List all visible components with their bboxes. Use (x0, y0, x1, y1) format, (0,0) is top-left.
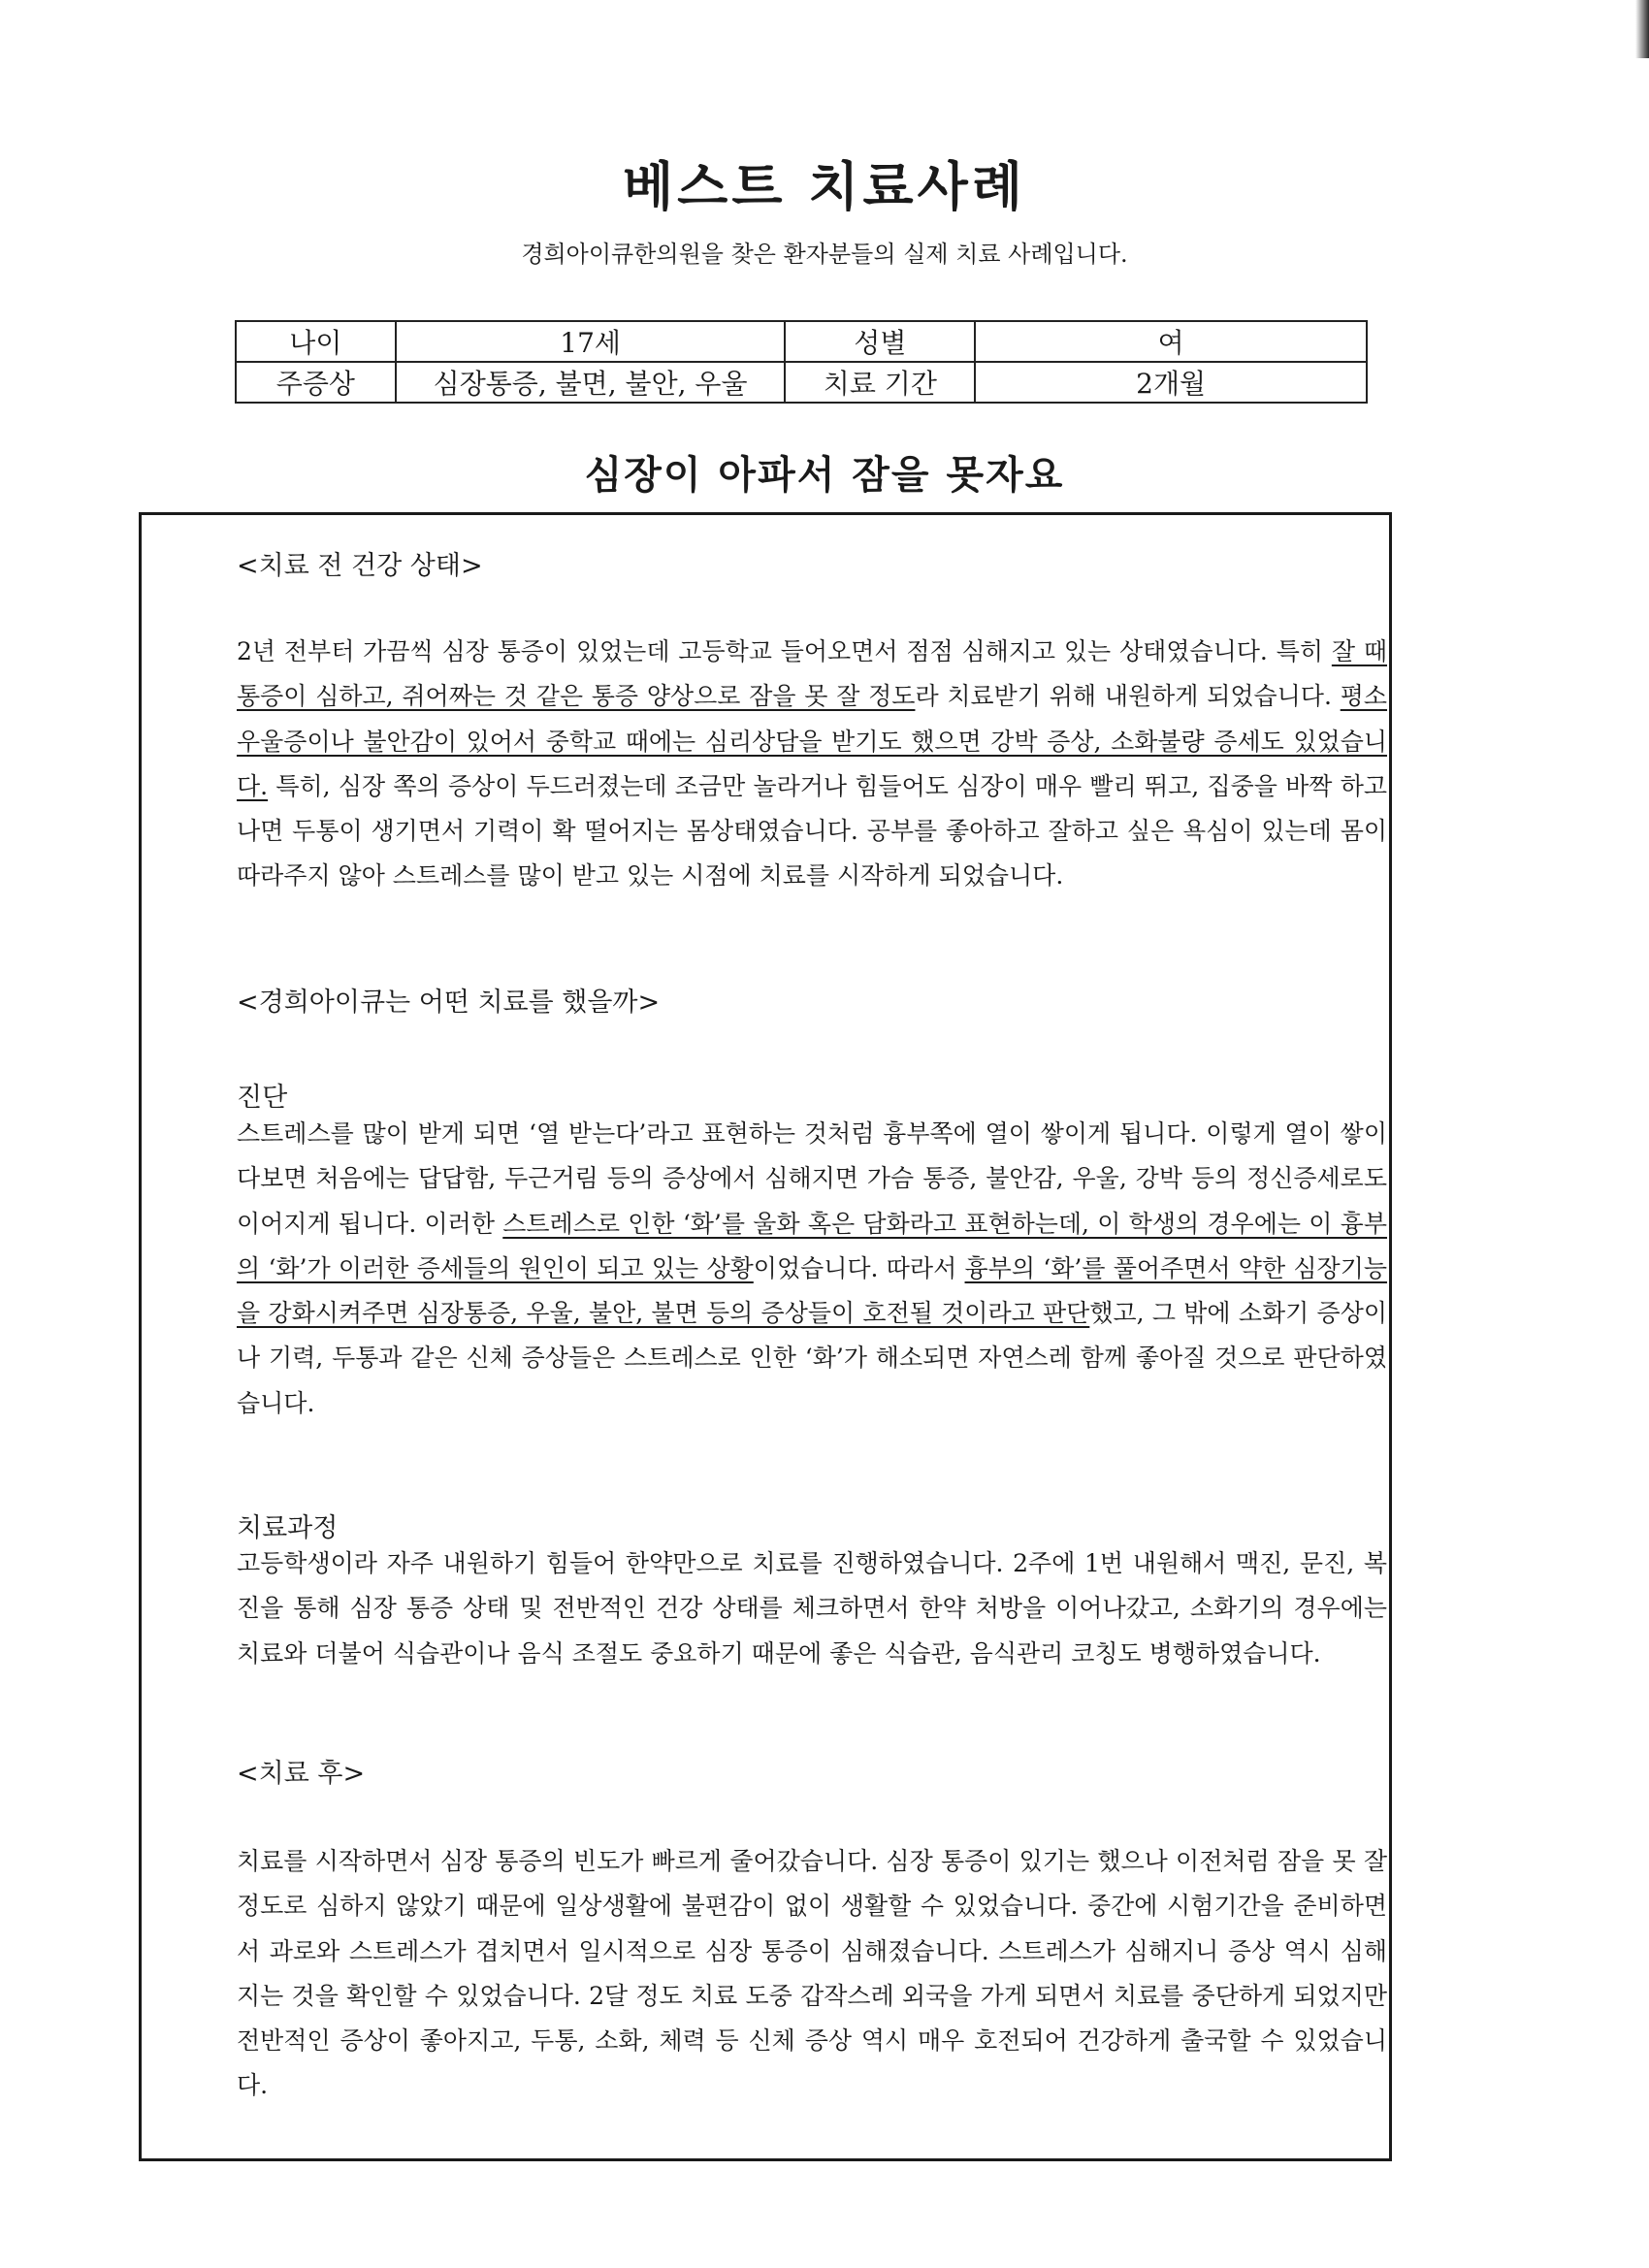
age-value: 17세 (396, 321, 786, 362)
duration-label: 치료 기간 (785, 362, 975, 403)
duration-value: 2개월 (975, 362, 1367, 403)
diagnosis-text-2: 이었습니다. 따라서 (753, 1253, 965, 1282)
after-heading: <치료 후> (237, 1759, 366, 1789)
before-heading: <치료 전 건강 상태> (237, 551, 483, 581)
diagnosis-heading: 진단 (237, 1083, 288, 1113)
sex-value: 여 (975, 321, 1367, 362)
after-section (237, 1752, 1387, 1790)
diagnosis-text-1: 스트레스를 많이 받게 되면 ‘열 받는다’라고 표현하는 것처럼 흉부쪽에 열이 쌓이게 됩니다. 이렇게 열이 쌓이다보면 처음에는 답답함, 두근거림 등의 증상에서 심해지면 가슴 통증, 불안감, 우울, 강박 등의 정신증세로도 이어지게 됩니다. 이러한 (237, 1119, 1387, 1238)
treatment-section (237, 981, 1387, 1019)
page-title: 베스트 치료사례 (623, 155, 1026, 217)
symptom-label: 주증상 (236, 362, 396, 403)
before-text-1: 2년 전부터 가끔씩 심장 통증이 있었는데 고등학교 들어오면서 점점 심해지고 있는 상태였습니다. 특히 (237, 637, 1332, 665)
before-section (237, 544, 1387, 582)
treatment-heading: <경희아이큐는 어떤 치료를 했을까> (237, 988, 661, 1018)
diagnosis-text-3: 했고, 그 밖에 소화기 증상이나 기력, 두통과 같은 신체 증상들은 스트레스로 인한 ‘화’가 해소되면 자연스레 함께 좋아질 것으로 판단하였습니다. (237, 1299, 1387, 1417)
process-section (237, 1507, 1387, 1544)
age-label: 나이 (236, 321, 396, 362)
patient-info-table (235, 320, 1368, 404)
case-title: 심장이 아파서 잠을 못자요 (584, 452, 1065, 498)
diagnosis-underline-1: 스트레스로 인한 ‘화’를 울화 혹은 담화라고 표현하는데, 이 학생의 경우에는 이 흉부의 ‘화’가 이러한 증세들의 원인이 되고 있는 상황 (237, 1209, 1387, 1282)
diagnosis-paragraph (237, 1112, 1387, 1426)
sex-label: 성별 (785, 321, 975, 362)
symptom-value: 심장통증, 불면, 불안, 우울 (396, 362, 786, 403)
diagnosis-section (237, 1076, 1387, 1114)
case-content-box (139, 512, 1392, 2161)
before-text-3: 특히, 심장 쪽의 증상이 두드러졌는데 조금만 놀라거나 힘들어도 심장이 매우 빨리 뛰고, 집중을 바짝 하고나면 두통이 생기면서 기력이 확 떨어지는 몸상태였습니다. 공부를 좋아하고 잘하고 싶은 욕심이 있는데 몸이 따라주지 않아 스트레스를 많이 받고 있는 시점에 치료를 시작하게 되었습니다. (237, 771, 1387, 891)
process-paragraph: 고등학생이라 자주 내원하기 힘들어 한약만으로 치료를 진행하였습니다. 2주에 1번 내원해서 맥진, 문진, 복진을 통해 심장 통증 상태 및 전반적인 건강 상태를 체크하면서 한약 처방을 이어나갔고, 소화기의 경우에는 치료와 더불어 식습관이나 음식 조절도 중요하기 때문에 좋은 식습관, 음식관리 코칭도 병행하였습니다. (237, 1549, 1387, 1668)
process-heading: 치료과정 (237, 1513, 339, 1543)
before-body (237, 630, 1387, 899)
before-paragraph (237, 630, 1387, 899)
page-subtitle: 경희아이큐한의원을 찾은 환자분들의 실제 치료 사례입니다. (521, 241, 1128, 268)
table-row (236, 321, 1367, 362)
after-paragraph: 치료를 시작하면서 심장 통증의 빈도가 빠르게 줄어갔습니다. 심장 통증이 있기는 했으나 이전처럼 잠을 못 잘 정도로 심하지 않았기 때문에 일상생활에 불편감이 없이 생활할 수 있었습니다. 중간에 시험기간을 준비하면서 과로와 스트레스가 겹치면서 일시적으로 심장 통증이 심해졌습니다. 스트레스가 심해지니 증상 역시 심해지는 것을 확인할 수 있었습니다. 2달 정도 치료 도중 갑작스레 외국을 가게 되면서 치료를 중단하게 되었지만 전반적인 증상이 좋아지고, 두통, 소화, 체력 등 신체 증상 역시 매우 호전되어 건강하게 출국할 수 있었습니다. (237, 1847, 1387, 2100)
before-text-2: 라 치료받기 위해 내원하게 되었습니다. (915, 682, 1341, 711)
before-underline-2: 평소 우울증이나 불안감이 있어서 중학교 때에는 심리상담을 받기도 했으면 강박 증상, 소화불량 증세도 있었습니다. (237, 682, 1387, 800)
process-body (237, 1541, 1387, 1676)
diagnosis-underline-2: 흉부의 ‘화’를 풀어주면서 약한 심장기능을 강화시켜주면 심장통증, 우울, 불안, 불면 등의 증상들이 호전될 것이라고 판단 (237, 1253, 1387, 1328)
table-row (236, 362, 1367, 403)
before-underline-1: 잘 때 통증이 심하고, 쥐어짜는 것 같은 통증 양상으로 잠을 못 잘 정도 (237, 637, 1387, 711)
after-body (237, 1839, 1387, 2109)
diagnosis-body (237, 1112, 1387, 1426)
scan-edge-shadow (1635, 0, 1649, 58)
